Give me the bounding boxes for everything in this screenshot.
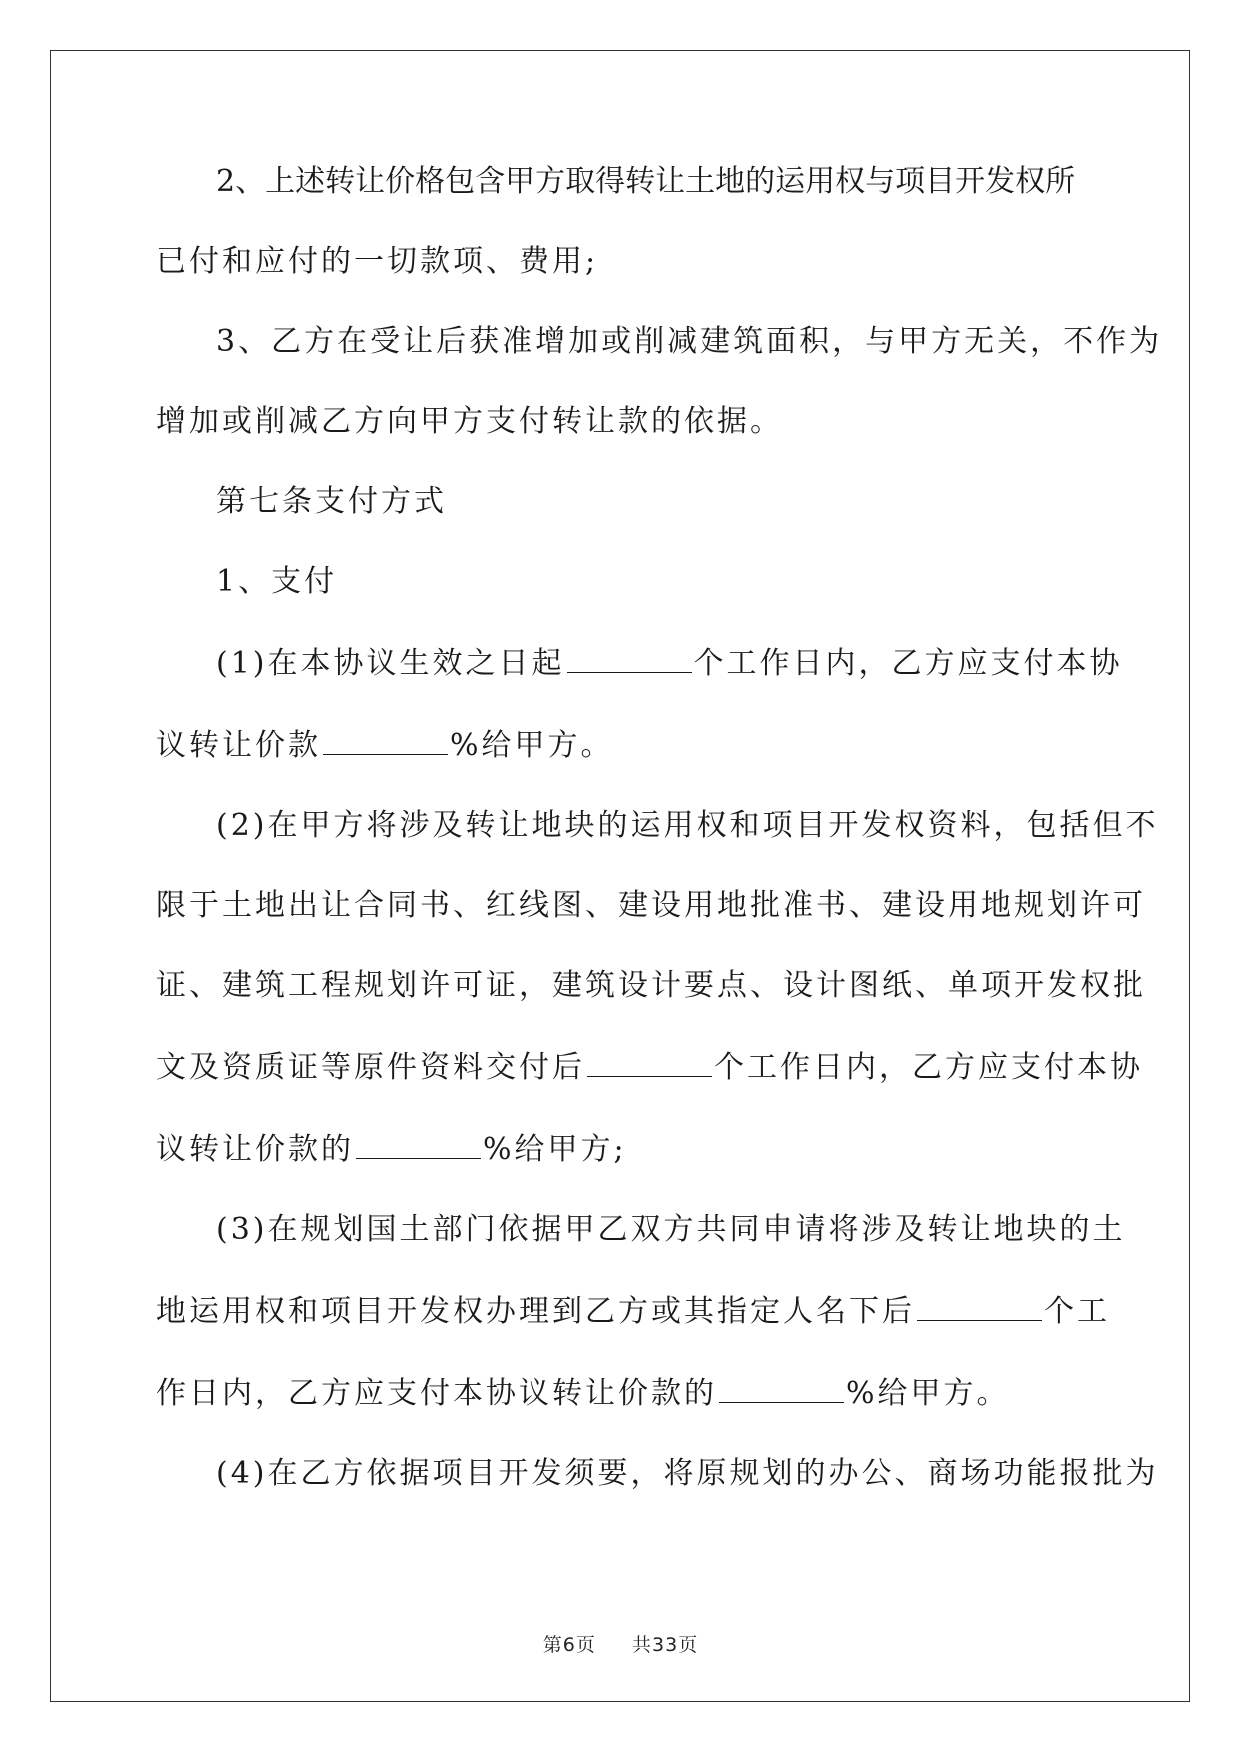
fill-in-blank[interactable] [719,1372,844,1403]
subsection-heading [156,562,1086,602]
paragraph-price-inclusion [156,162,1086,282]
paragraph-area-change [156,322,1163,442]
page-separator [607,1634,621,1656]
heading-text: 第七条支付方式 [216,484,447,519]
text-line: 增加或削减乙方向甲方支付转让款的依据。 [156,404,783,439]
text-line: (2)在甲方将涉及转让地块的运用权和项目开发权资料，包括但不 [216,808,1159,843]
page-number: 第6页 [542,1634,596,1656]
document-body [156,150,1163,1494]
text-line: 议转让价款 %给甲方。 [156,724,1086,766]
text-line: (4)在乙方依据项目开发须要，将原规划的办公、商场功能报批为 [216,1456,1159,1491]
page-footer [0,1630,1241,1657]
paragraph-payment-1 [156,642,1123,766]
text-line: 作日内，乙方应支付本协议转让价款的 %给甲方。 [156,1372,1086,1414]
fill-in-blank[interactable] [356,1128,481,1159]
paragraph-payment-4 [156,1454,1159,1494]
paragraph-payment-2 [156,806,1159,1170]
fill-in-blank[interactable] [567,642,692,673]
text-line: 2、上述转让价格包含甲方取得转让土地的运用权与项目开发权所 [216,164,1076,199]
text-line: (3)在规划国土部门依据甲乙双方共同申请将涉及转让地块的土 [216,1212,1126,1247]
fill-in-blank[interactable] [323,724,448,755]
text-line: 3、乙方在受让后获准增加或削减建筑面积，与甲方无关，不作为 [216,324,1163,359]
text-line: 地运用权和项目开发权办理到乙方或其指定人名下后 个工 [156,1290,1086,1332]
text-line: 议转让价款的 %给甲方; [156,1128,1086,1170]
text-line: 证、建筑工程规划许可证，建筑设计要点、设计图纸、单项开发权批 [156,968,1146,1003]
fill-in-blank[interactable] [917,1290,1042,1321]
subheading-text: 1、支付 [216,564,338,599]
paragraph-payment-3 [156,1210,1126,1414]
text-line: 文及资质证等原件资料交付后 个工作日内，乙方应支付本协 [156,1046,1086,1088]
fill-in-blank[interactable] [587,1046,712,1077]
text-line: 已付和应付的一切款项、费用; [156,244,599,279]
page-total: 共33页 [632,1634,699,1656]
section-heading [156,482,1086,522]
text-line: (1)在本协议生效之日起 个工作日内，乙方应支付本协 [156,642,1086,684]
text-line: 限于土地出让合同书、红线图、建设用地批准书、建设用地规划许可 [156,888,1146,923]
